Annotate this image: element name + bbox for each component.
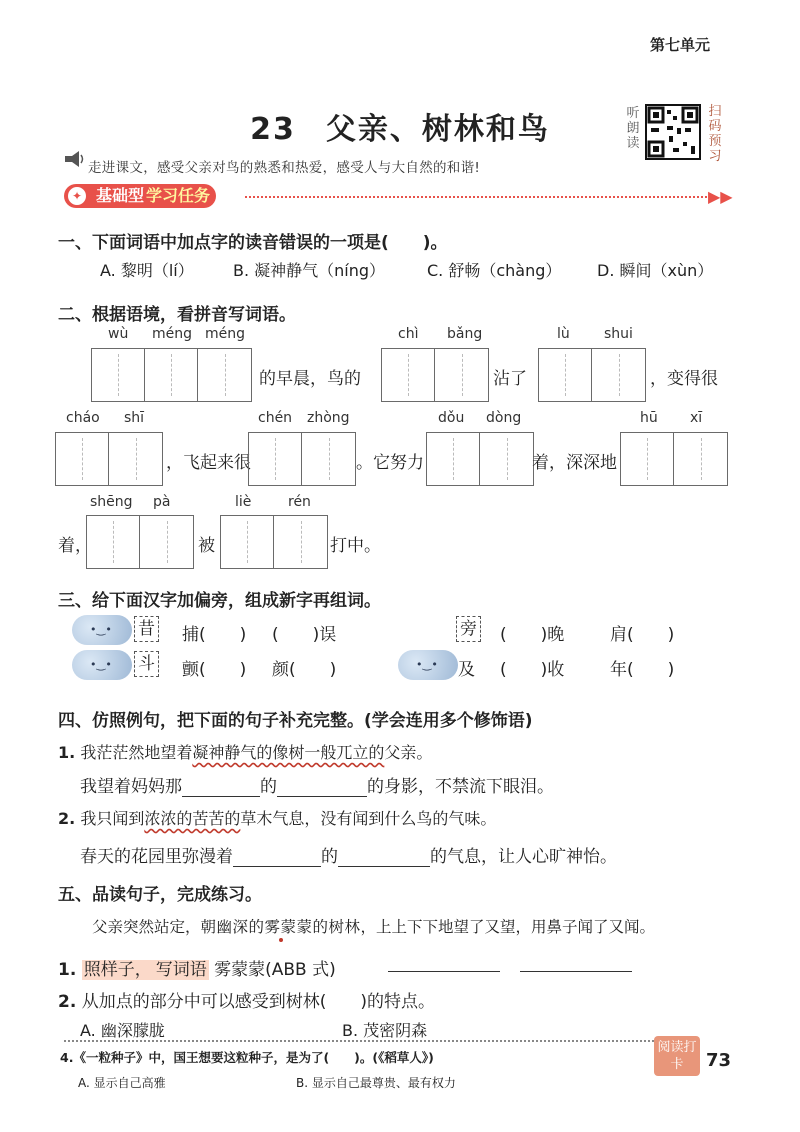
q2-text: 。它努力 xyxy=(356,453,424,473)
divider xyxy=(245,196,711,198)
q3-word[interactable]: ( )收 xyxy=(500,660,565,680)
answer-blank[interactable] xyxy=(233,847,321,867)
q5-item-2 xyxy=(58,987,435,1012)
q5-option-b[interactable]: B. 茂密阴森 xyxy=(342,1021,428,1040)
writing-grid[interactable] xyxy=(220,515,328,569)
scan-label: 扫码预习 xyxy=(708,104,722,164)
text: 父亲突然站定， xyxy=(92,918,201,936)
text: 的气息，让人心旷神怡。 xyxy=(430,847,617,867)
q3-word[interactable]: 肩( ) xyxy=(610,625,675,645)
q3-word[interactable]: 颤( ) xyxy=(182,660,247,680)
pinyin: cháo xyxy=(66,410,100,426)
divider xyxy=(64,1040,654,1042)
cloud-icon: •‿• xyxy=(398,650,458,680)
q1-option-c[interactable]: C. 舒畅（chàng） xyxy=(427,261,562,280)
radical-box: 昔 xyxy=(134,616,159,642)
unit-label: 第七单元 xyxy=(650,36,711,54)
footer-option-b[interactable]: B. 显示自己最尊贵、最有权力 xyxy=(296,1076,456,1090)
text: 从加点的部分中可以感受到树林( )的特点。 xyxy=(81,992,435,1012)
q3-word[interactable]: 颜( ) xyxy=(272,660,337,680)
text: 雾蒙蒙(ABB 式) xyxy=(214,960,336,980)
radical-char: 及 xyxy=(458,660,475,680)
answer-blank[interactable] xyxy=(338,847,430,867)
writing-grid[interactable] xyxy=(248,432,356,486)
qr-code-icon xyxy=(647,106,699,158)
pinyin: dòng xyxy=(486,410,522,426)
wavy-underline-text: 凝神静气的像树一般兀立的 xyxy=(192,743,385,762)
pinyin: chì xyxy=(398,326,419,342)
item-number: 2. xyxy=(58,992,77,1012)
pinyin: lù xyxy=(557,326,570,342)
q3-word[interactable]: 捕( ) xyxy=(182,625,247,645)
task-pill xyxy=(64,184,216,208)
listen-label: 听朗读 xyxy=(626,106,640,151)
q1-option-b[interactable]: B. 凝神静气（níng） xyxy=(233,261,386,280)
q2-text: 被 xyxy=(198,536,215,556)
q4-fill-2 xyxy=(80,842,617,867)
answer-blank[interactable] xyxy=(520,952,632,972)
writing-grid[interactable] xyxy=(538,348,646,402)
lightbulb-icon: ✦ xyxy=(66,185,88,207)
footer-option-a[interactable]: A. 显示自己高雅 xyxy=(78,1076,166,1090)
writing-grid[interactable] xyxy=(426,432,534,486)
text: 我茫茫然地望着 xyxy=(80,743,193,762)
q4-fill-1 xyxy=(80,772,554,797)
reading-checkin-badge[interactable]: 阅读打卡 xyxy=(654,1036,700,1076)
task-accent: 学习任务 xyxy=(146,186,211,205)
pinyin: pà xyxy=(153,494,171,510)
megaphone-icon xyxy=(62,148,84,170)
dotted-text: 朝幽深的雾蒙蒙的树林 xyxy=(200,918,361,936)
q2-text: ，飞起来很 xyxy=(166,453,251,473)
radical-box: 旁 xyxy=(456,616,481,642)
pinyin: méng xyxy=(152,326,193,342)
text: 我望着妈妈那 xyxy=(80,777,182,797)
chevron-right-icon: ▶▶ xyxy=(708,187,733,206)
pinyin: xī xyxy=(690,410,703,426)
writing-grid[interactable] xyxy=(91,348,252,402)
item-number: 1. xyxy=(58,743,76,762)
lesson-intro: 走进课文，感受父亲对鸟的熟悉和热爱，感受人与大自然的和谐! xyxy=(88,160,481,176)
q5-item-1 xyxy=(58,955,336,980)
q4-example-1 xyxy=(58,740,432,763)
text: ，上上下下地望了又望，用鼻子闻了又闻。 xyxy=(360,918,656,936)
cloud-icon: •‿• xyxy=(72,615,132,645)
text: 的 xyxy=(260,777,277,797)
item-number: 1. xyxy=(58,960,77,980)
highlighted-text: 照样子， xyxy=(83,960,152,980)
radical-box: 斗 xyxy=(134,651,159,677)
wavy-underline-text: 浓浓的苦苦的 xyxy=(144,809,241,828)
pinyin: shui xyxy=(604,326,633,342)
pinyin: chén xyxy=(258,410,293,426)
q2-text: 沾了 xyxy=(493,369,527,389)
writing-grid[interactable] xyxy=(86,515,194,569)
pinyin: méng xyxy=(205,326,246,342)
highlighted-text: 写词语 xyxy=(155,960,207,980)
pinyin: rén xyxy=(288,494,311,510)
item-number: 2. xyxy=(58,809,76,828)
q1-option-a[interactable]: A. 黎明（lí） xyxy=(100,261,194,280)
pinyin: shēng xyxy=(90,494,133,510)
task-label: 基础型 xyxy=(96,186,145,205)
q5-passage xyxy=(92,915,655,937)
q5-option-a[interactable]: A. 幽深朦胧 xyxy=(80,1021,165,1040)
page-number: 73 xyxy=(706,1050,732,1071)
pinyin: hū xyxy=(640,410,658,426)
answer-blank[interactable] xyxy=(182,777,260,797)
q4-heading: 四、仿照例句，把下面的句子补充完整。(学会连用多个修饰语) xyxy=(58,711,533,731)
cloud-icon: •‿• xyxy=(72,650,132,680)
text: 草木气息，没有闻到什么鸟的气味。 xyxy=(240,809,497,828)
q3-word[interactable]: 年( ) xyxy=(610,660,675,680)
q5-heading: 五、品读句子，完成练习。 xyxy=(58,885,262,905)
pinyin: bǎng xyxy=(447,326,483,342)
qr-code[interactable] xyxy=(645,104,701,160)
q2-text: ，变得很 xyxy=(650,369,718,389)
answer-blank[interactable] xyxy=(277,777,367,797)
pinyin: liè xyxy=(235,494,252,510)
q2-text: 着，深深地 xyxy=(532,453,617,473)
q3-word[interactable]: ( )晚 xyxy=(500,625,565,645)
text: 父亲。 xyxy=(384,743,433,762)
footer-question: 4.《一粒种子》中，国王想要这粒种子，是为了( )。(《稻草人》) xyxy=(60,1050,434,1065)
lesson-number: 23 xyxy=(250,112,296,147)
answer-blank[interactable] xyxy=(388,952,500,972)
q2-heading: 二、根据语境，看拼音写词语。 xyxy=(58,305,296,325)
lesson-title-text: 父亲、树林和鸟 xyxy=(325,112,550,147)
writing-grid[interactable] xyxy=(620,432,728,486)
text: 春天的花园里弥漫着 xyxy=(80,847,233,867)
pinyin: shī xyxy=(124,410,145,426)
writing-grid[interactable] xyxy=(55,432,163,486)
text: 我只闻到 xyxy=(80,809,145,828)
text: 的身影，不禁流下眼泪。 xyxy=(367,777,554,797)
pinyin: dǒu xyxy=(438,410,465,426)
q1-heading: 一、下面词语中加点字的读音错误的一项是( )。 xyxy=(58,233,448,253)
text: 的 xyxy=(321,847,338,867)
q2-text: 打中。 xyxy=(330,536,381,556)
task-banner xyxy=(64,184,216,208)
writing-grid[interactable] xyxy=(381,348,489,402)
q2-text: 的早晨，鸟的 xyxy=(259,369,361,389)
pinyin: zhòng xyxy=(307,410,350,426)
q4-example-2 xyxy=(58,806,496,829)
q3-heading: 三、给下面汉字加偏旁，组成新字再组词。 xyxy=(58,591,381,611)
q2-text: 着， xyxy=(58,536,92,556)
pinyin: wù xyxy=(108,326,129,342)
q3-word[interactable]: ( )误 xyxy=(272,625,337,645)
q1-option-d[interactable]: D. 瞬间（xùn） xyxy=(597,261,714,280)
